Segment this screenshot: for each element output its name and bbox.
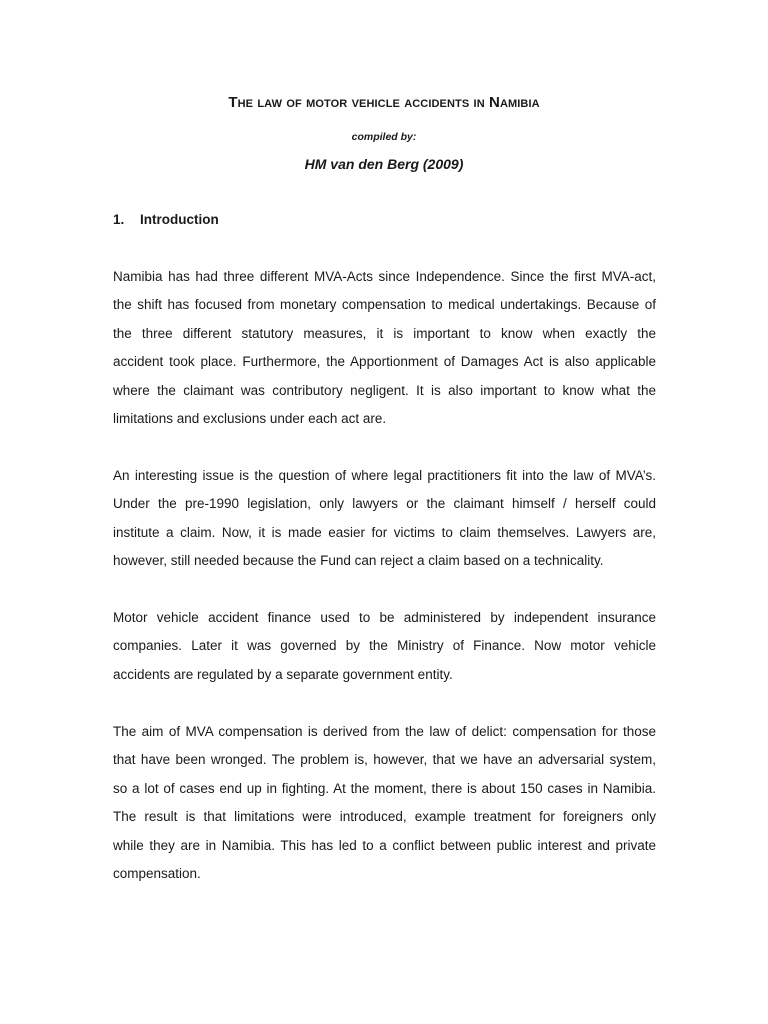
paragraph-line: institute a claim. Now, it is made easier for victims to claim themselves. Lawyers are, — [113, 524, 656, 540]
paragraph-line: companies. Later it was governed by the Ministry of Finance. Now motor vehicle — [113, 638, 656, 654]
paragraph-line: compensation. — [113, 866, 201, 882]
paragraph-line: accidents are regulated by a separate government entity. — [113, 666, 453, 682]
paragraph-line: Motor vehicle accident finance used to be administered by independent insurance — [113, 610, 656, 625]
paragraph-line: that have been wronged. The problem is, however, that we have an adversarial system, — [113, 752, 656, 768]
paragraph-line: however, still needed because the Fund can reject a claim based on a technicality. — [113, 553, 604, 569]
paragraph-3 — [113, 604, 656, 689]
section-number: 1. — [113, 212, 125, 227]
paragraph-line: so a lot of cases end up in fighting. At the moment, there is about 150 cases in Namibia. — [113, 780, 656, 796]
compiled-by-label: compiled by: — [351, 131, 417, 143]
paragraph-line: Under the pre-1990 legislation, only lawyers or the claimant himself / herself could — [113, 496, 656, 512]
paragraph-4 — [113, 718, 656, 888]
document-title: The law of motor vehicle accidents in Namibia — [228, 94, 540, 111]
paragraph-line: the shift has focused from monetary compensation to medical undertakings. Because of — [113, 297, 656, 313]
paragraph-line: accident took place. Furthermore, the Apportionment of Damages Act is also applicable — [113, 354, 656, 370]
paragraph-line: limitations and exclusions under each act are. — [113, 411, 387, 427]
author-line: HM van den Berg (2009) — [304, 156, 464, 172]
paragraph-1 — [113, 263, 656, 433]
paragraph-line: The aim of MVA compensation is derived from the law of delict: compensation for those — [113, 724, 656, 739]
paragraph-line: Namibia has had three different MVA-Acts since Independence. Since the first MVA-act, — [113, 269, 656, 284]
section-heading — [113, 212, 219, 227]
paragraph-line: the three different statutory measures, it is important to know when exactly the — [113, 325, 656, 341]
paragraph-line: while they are in Namibia. This has led to a conflict between public interest and private — [113, 837, 656, 853]
paragraph-line: An interesting issue is the question of where legal practitioners fit into the law of MVA’s. — [113, 468, 656, 483]
paragraph-line: where the claimant was contributory negligent. It is also important to know what the — [113, 382, 656, 398]
section-title: Introduction — [140, 212, 219, 227]
paragraph-2 — [113, 462, 656, 576]
paragraph-line: The result is that limitations were introduced, example treatment for foreigners only — [113, 809, 656, 825]
